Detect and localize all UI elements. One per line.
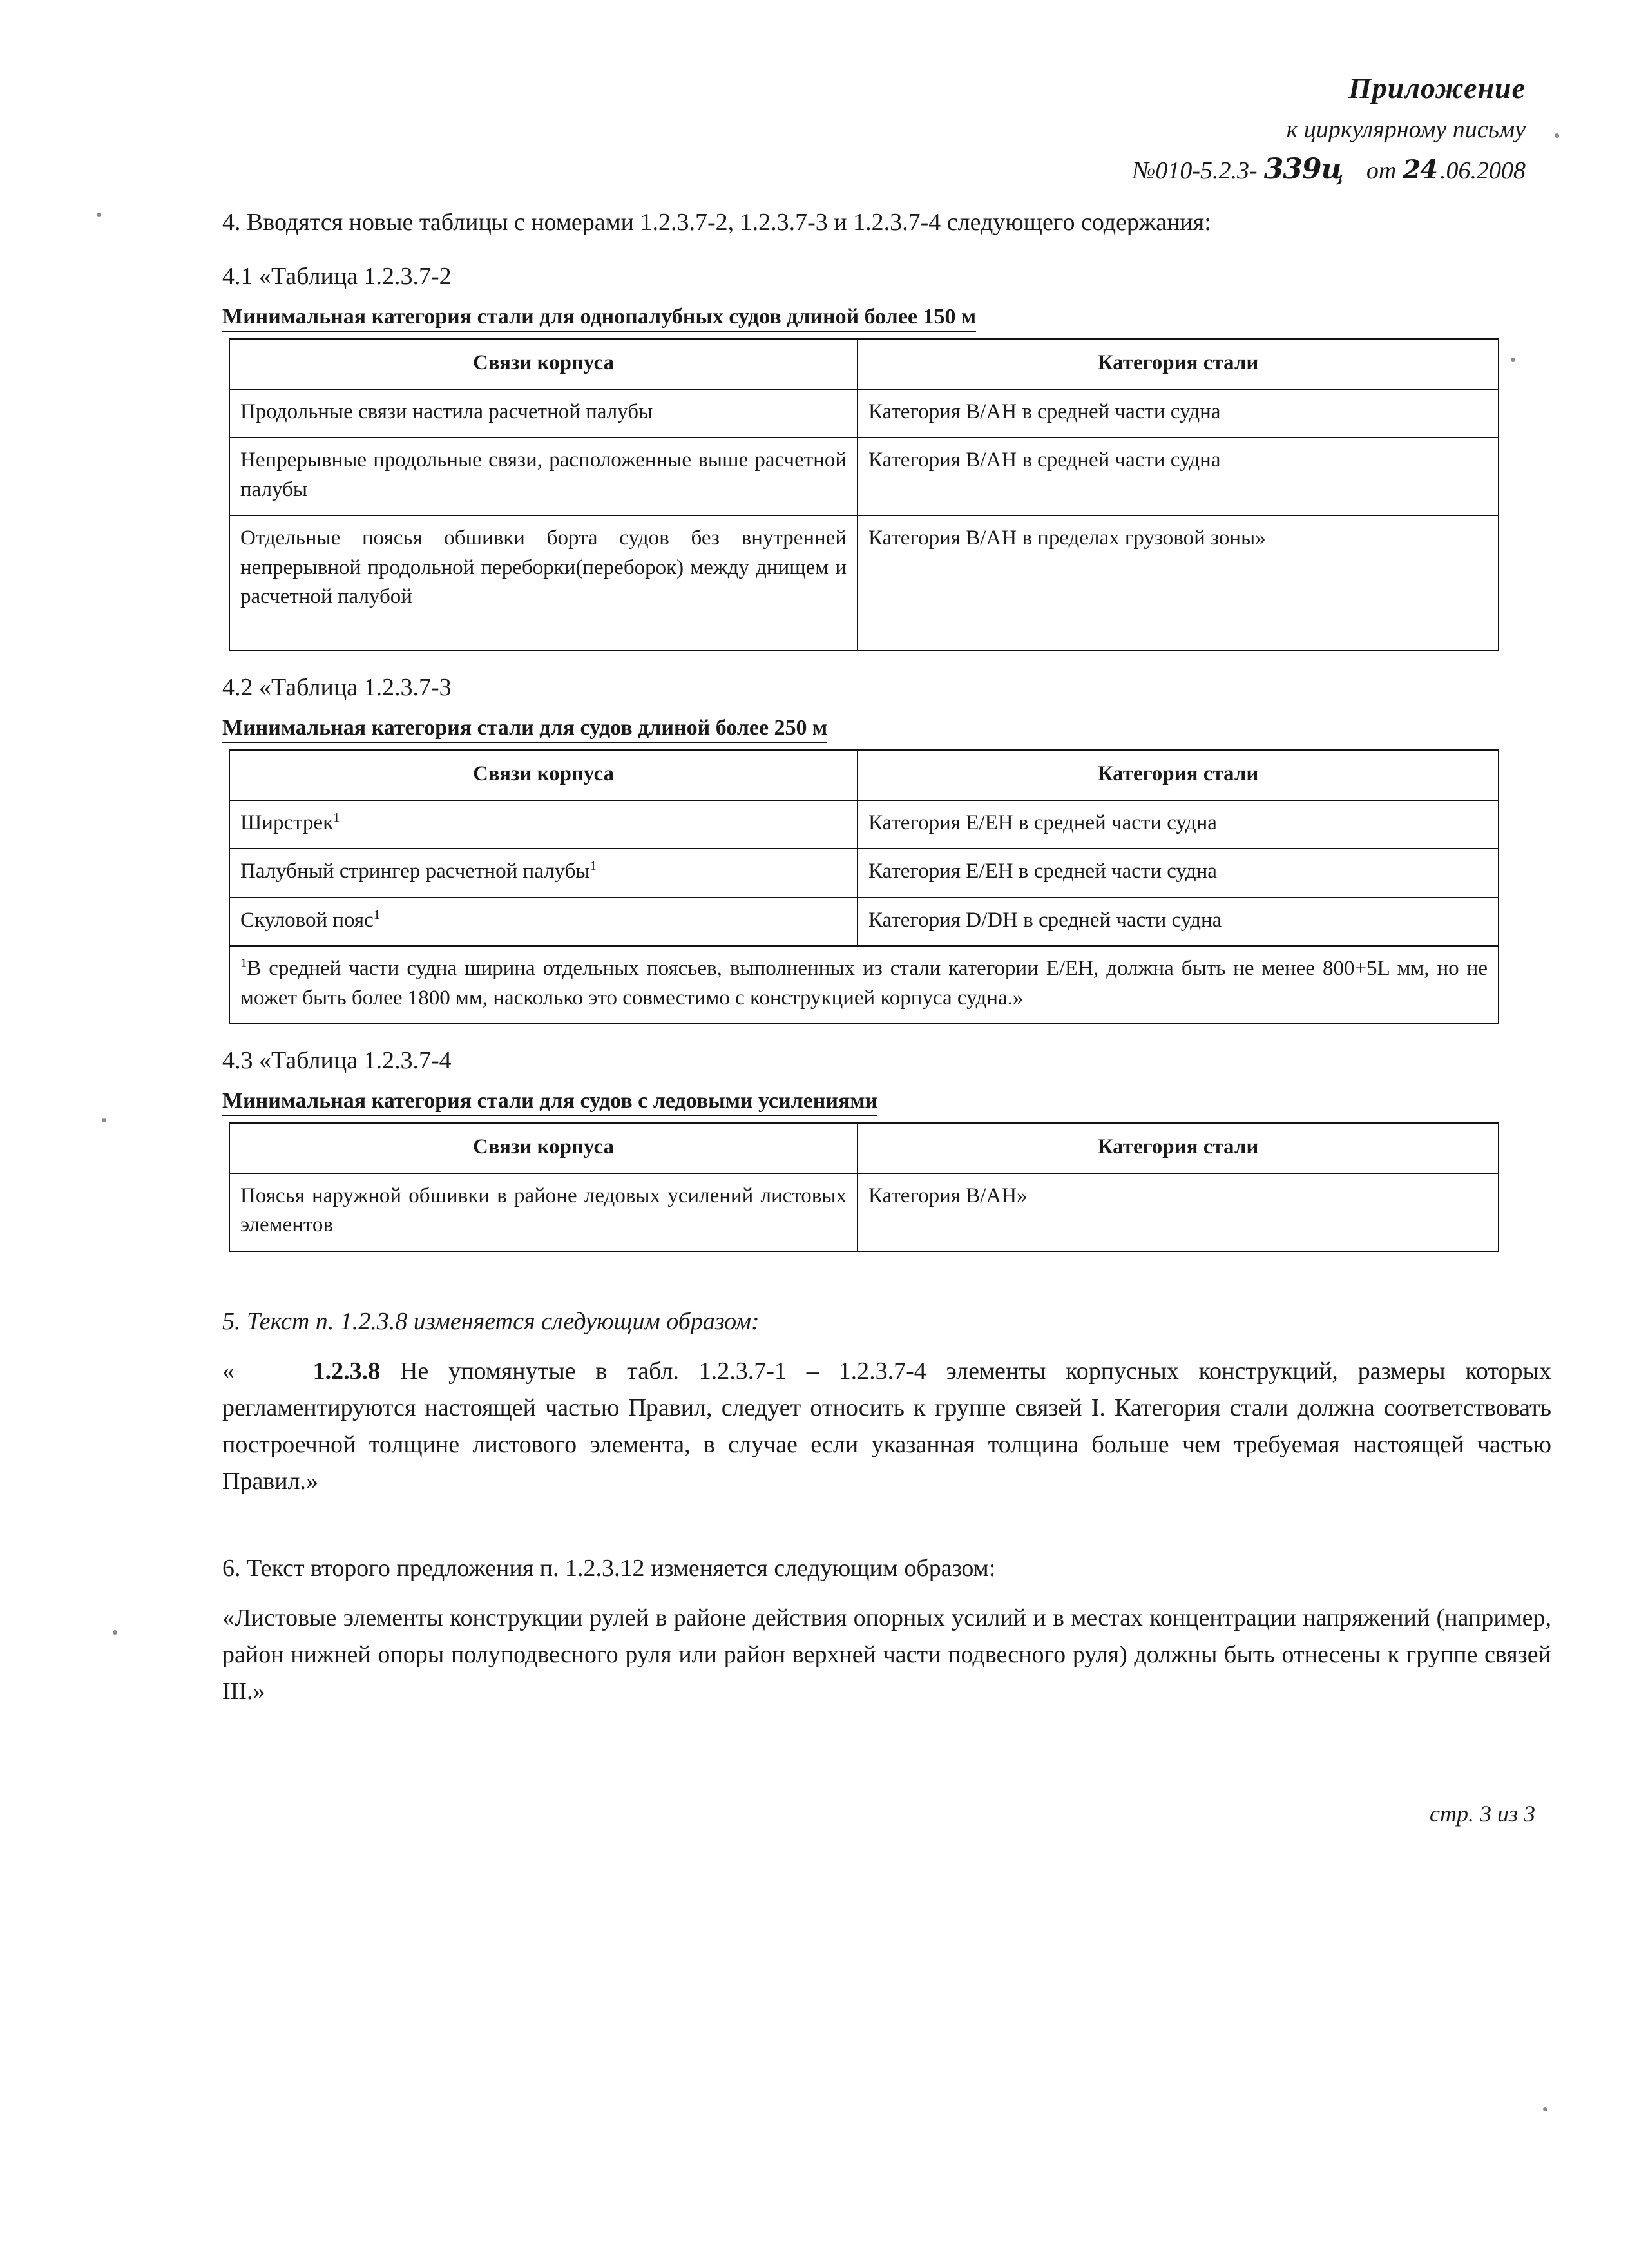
table-3-r0-c1: Категория B/AH» bbox=[858, 1173, 1499, 1251]
footnote-marker: 1 bbox=[240, 956, 247, 971]
section-5-item-number: 1.2.3.8 bbox=[312, 1358, 381, 1385]
table-row bbox=[229, 800, 1499, 849]
table-2-title: Минимальная категория стали для судов длиной более 250 м bbox=[222, 716, 827, 743]
table-3-title: Минимальная категория стали для судов с ледовыми усилениями bbox=[222, 1089, 877, 1116]
circular-subtitle: к циркулярному письму bbox=[1286, 116, 1526, 143]
table-3-r0-c0: Поясья наружной обшивки в районе ледовых усилений листовых элементов bbox=[229, 1173, 858, 1251]
table-1-r0-c0: Продольные связи настила расчетной палубы bbox=[229, 389, 858, 438]
table-2-r2-c0-text: Скуловой пояс bbox=[240, 908, 374, 932]
circular-number-prefix: №010-5.2.3- bbox=[1132, 157, 1258, 184]
table-1-r0-c1: Категория B/AH в средней части судна bbox=[858, 389, 1499, 438]
table-2-r0-c0-text: Ширстрек bbox=[240, 811, 334, 834]
table-2-r1-c0 bbox=[229, 849, 858, 898]
date-day-handwritten: 24 bbox=[1403, 155, 1437, 185]
circular-number-line bbox=[0, 153, 1526, 186]
table-1-r2-c0: Отдельные поясья обшивки борта судов без внутренней непрерывной продольной переборки(переборок) между днищем и расчетной палубой bbox=[229, 515, 858, 651]
section-6 bbox=[222, 1550, 1551, 1710]
table-1-2-3-7-3 bbox=[229, 749, 1499, 1024]
section-6-body: «Листовые элементы конструкции рулей в районе действия опорных усилий и в местах концентрации напряжений (например, район нижней опоры полуподвесного руля или район верхней части подвесного руля) должны быть отнесены к группе связей III.» bbox=[222, 1604, 1551, 1705]
table-row bbox=[229, 437, 1499, 515]
table-footnote-row bbox=[229, 946, 1499, 1024]
table-2-r0-c1: Категория E/EH в средней части судна bbox=[858, 800, 1499, 849]
section-4-intro: 4. Вводятся новые таблицы с номерами 1.2.3.7-2, 1.2.3.7-3 и 1.2.3.7-4 следующего содержания: bbox=[222, 209, 1211, 236]
table-2-r0-c0 bbox=[229, 800, 858, 849]
table-2-footnote-text: В средней части судна ширина отдельных поясьев, выполненных из стали категории E/EH, должна быть не менее 800+5L мм, но не может быть более 1800 мм, насколько это совместимо с конструкцией корпуса судна.» bbox=[240, 957, 1488, 1010]
table-3-header-0: Связи корпуса bbox=[229, 1123, 858, 1173]
scan-speck bbox=[1511, 358, 1515, 362]
table-1-r1-c1: Категория B/AH в средней части судна bbox=[858, 437, 1499, 515]
table-1-header-0: Связи корпуса bbox=[229, 339, 858, 389]
section-5 bbox=[222, 1303, 1551, 1500]
table-1-2-3-7-2 bbox=[229, 338, 1499, 651]
footnote-marker: 1 bbox=[373, 907, 380, 922]
table-2-r2-c1: Категория D/DH в средней части судна bbox=[858, 898, 1499, 947]
section-5-body bbox=[222, 1353, 1551, 1500]
table-row bbox=[229, 389, 1499, 438]
table-row bbox=[229, 898, 1499, 947]
document-body bbox=[0, 205, 1648, 1710]
section-5-label: 5. Текст п. 1.2.3.8 изменяется следующим образом: bbox=[222, 1308, 760, 1335]
table-2-r2-c0 bbox=[229, 898, 858, 947]
scan-speck bbox=[1555, 133, 1559, 138]
footnote-marker: 1 bbox=[333, 810, 340, 825]
section-6-label: 6. Текст второго предложения п. 1.2.3.12 изменяется следующим образом: bbox=[222, 1555, 996, 1582]
table-1-header-1: Категория стали bbox=[858, 339, 1499, 389]
table-2-header-0: Связи корпуса bbox=[229, 750, 858, 800]
scan-speck bbox=[102, 1118, 106, 1122]
circular-number-handwritten: 339ц bbox=[1263, 153, 1343, 186]
section-4-2-label: 4.2 «Таблица 1.2.3.7-3 bbox=[222, 674, 452, 702]
table-2-r1-c1: Категория E/EH в средней части судна bbox=[858, 849, 1499, 898]
table-header-row bbox=[229, 1123, 1499, 1173]
table-header-row bbox=[229, 339, 1499, 389]
table-2-header-1: Категория стали bbox=[858, 750, 1499, 800]
table-1-title: Минимальная категория стали для однопалубных судов длиной более 150 м bbox=[222, 305, 976, 332]
scan-speck bbox=[1543, 2107, 1547, 2111]
date-rest: .06.2008 bbox=[1440, 157, 1526, 184]
section-4-3-label: 4.3 «Таблица 1.2.3.7-4 bbox=[222, 1047, 452, 1075]
footnote-marker: 1 bbox=[589, 859, 597, 874]
table-2-footnote bbox=[229, 946, 1499, 1024]
table-header-row bbox=[229, 750, 1499, 800]
table-row bbox=[229, 1173, 1499, 1251]
section-4-1-label: 4.1 «Таблица 1.2.3.7-2 bbox=[222, 263, 452, 291]
table-row bbox=[229, 849, 1499, 898]
table-1-2-3-7-4 bbox=[229, 1122, 1499, 1252]
page-footer: стр. 3 из 3 bbox=[1429, 1801, 1535, 1827]
table-1-r1-c0: Непрерывные продольные связи, расположенные выше расчетной палубы bbox=[229, 437, 858, 515]
appendix-title: Приложение bbox=[1348, 72, 1526, 104]
scan-speck bbox=[97, 213, 101, 217]
table-3-header-1: Категория стали bbox=[858, 1123, 1499, 1173]
table-2-r1-c0-text: Палубный стрингер расчетной палубы bbox=[240, 860, 590, 883]
open-quote: « bbox=[222, 1358, 235, 1385]
from-label: от bbox=[1366, 157, 1397, 184]
scan-speck bbox=[113, 1630, 117, 1635]
section-5-text: Не упомянутые в табл. 1.2.3.7-1 – 1.2.3.7-4 элементы корпусных конструкций, размеры которых регламентируются настоящей частью Правил, следует относить к группе связей I. Категория стали должна соответствовать построечной толщине листового элемента, в случае если указанная толщина больше чем требуемая настоящей частью Правил.» bbox=[222, 1358, 1552, 1495]
document-header bbox=[0, 0, 1648, 186]
table-row bbox=[229, 515, 1499, 651]
table-1-r2-c1: Категория B/AH в пределах грузовой зоны» bbox=[858, 515, 1499, 651]
